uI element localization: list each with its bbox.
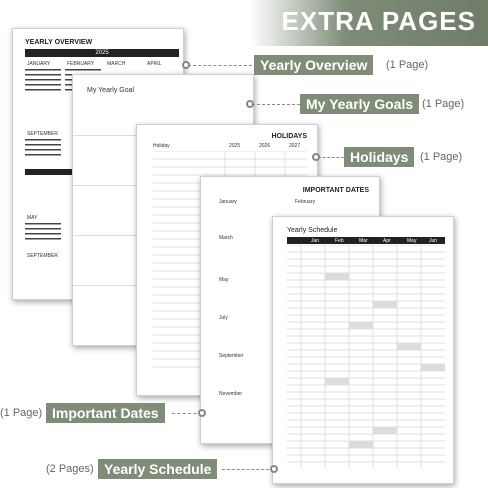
- dot-holidays: [312, 153, 320, 161]
- overview-month-apr: APRIL: [147, 61, 162, 67]
- dot-important-dates: [198, 409, 206, 417]
- leader-yearly-goals: [252, 104, 300, 105]
- label-yearly-overview: Yearly Overview: [254, 55, 373, 75]
- important-month-mar: March: [219, 235, 233, 241]
- important-month-sep: September: [219, 353, 244, 359]
- overview-month-jan: JANUARY: [27, 61, 51, 67]
- schedule-month-jun: Jun: [429, 238, 438, 244]
- label-yearly-schedule: Yearly Schedule: [98, 459, 217, 479]
- leader-holidays: [318, 157, 344, 158]
- overview-month-may: MAY: [27, 215, 38, 221]
- holidays-col-2025: 2025: [229, 143, 241, 149]
- overview-month-sep: SEPTEMBER: [27, 131, 58, 137]
- count-yearly-schedule: (2 Pages): [46, 463, 94, 475]
- count-yearly-overview: (1 Page): [386, 59, 429, 71]
- label-yearly-goals: My Yearly Goals: [300, 94, 419, 114]
- holidays-col-holiday: Holiday: [153, 143, 170, 149]
- overview-title: YEARLY OVERVIEW: [25, 39, 93, 46]
- schedule-title: Yearly Schedule: [287, 227, 338, 234]
- schedule-month-mar: Mar: [359, 238, 368, 244]
- important-month-may: May: [219, 277, 229, 283]
- important-month-nov: November: [219, 391, 243, 397]
- important-month-jul: July: [219, 315, 228, 321]
- schedule-month-may: May: [407, 238, 417, 244]
- banner: [250, 0, 488, 46]
- dot-yearly-schedule: [270, 465, 278, 473]
- count-holidays: (1 Page): [420, 151, 463, 163]
- overview-month-feb: FEBRUARY: [67, 61, 95, 67]
- leader-yearly-schedule: [222, 469, 274, 470]
- holidays-col-2027: 2027: [289, 143, 301, 149]
- banner-title: EXTRA PAGES: [281, 6, 476, 36]
- page-yearly-schedule: [272, 216, 454, 484]
- leader-yearly-overview: [188, 65, 252, 66]
- label-important-dates: Important Dates: [46, 403, 165, 423]
- label-holidays: Holidays: [344, 147, 414, 167]
- count-yearly-goals: (1 Page): [422, 98, 465, 110]
- important-month-jan: January: [219, 199, 237, 205]
- overview-month-mar: MARCH: [107, 61, 126, 67]
- schedule-month-jan: Jan: [311, 238, 320, 244]
- holidays-col-2026: 2026: [259, 143, 271, 149]
- dot-yearly-overview: [182, 61, 190, 69]
- holidays-title: HOLIDAYS: [271, 133, 307, 140]
- important-month-feb: February: [295, 199, 316, 205]
- overview-year-bar: [25, 49, 179, 57]
- schedule-grid: [287, 245, 445, 469]
- goals-title: My Yearly Goal: [87, 87, 135, 94]
- schedule-month-feb: Feb: [335, 238, 344, 244]
- overview-year: 2025: [95, 50, 109, 56]
- count-important-dates: (1 Page): [0, 407, 43, 419]
- dot-yearly-goals: [246, 100, 254, 108]
- important-title: IMPORTANT DATES: [302, 187, 369, 194]
- overview-month-sep-2: SEPTEMBER: [27, 253, 58, 259]
- schedule-month-apr: Apr: [383, 238, 391, 244]
